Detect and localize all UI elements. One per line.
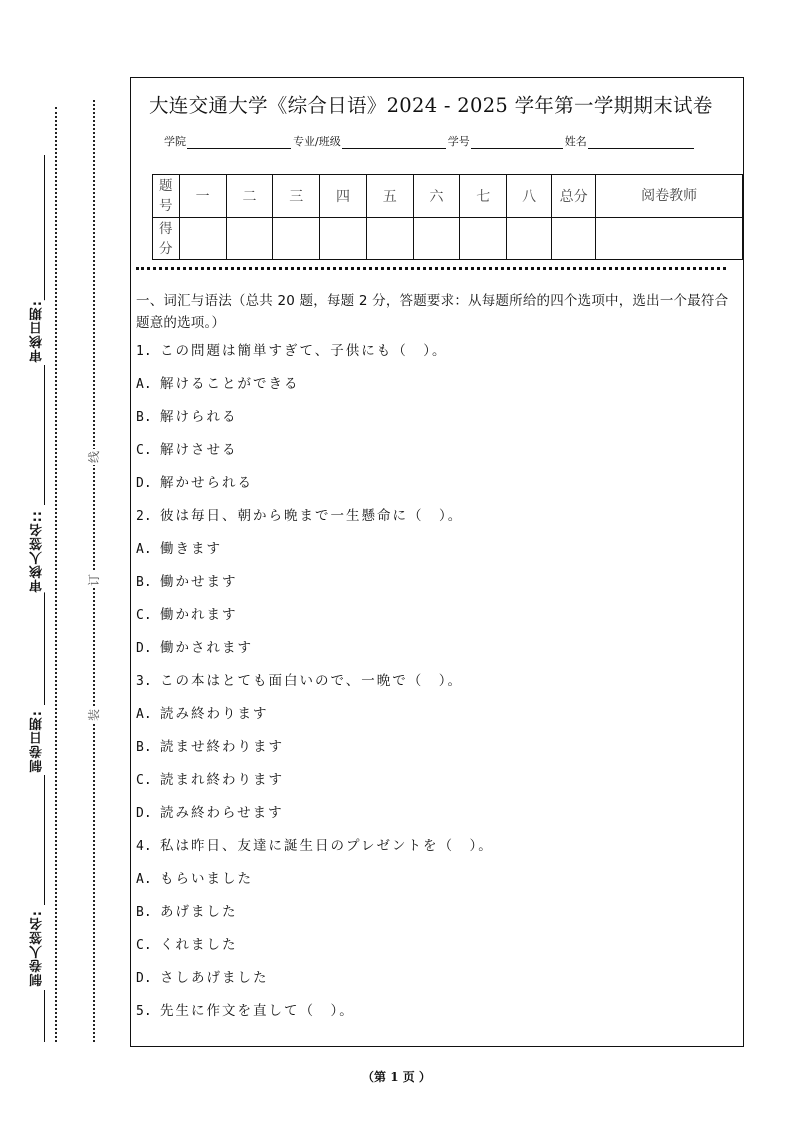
name-field[interactable] xyxy=(588,137,694,149)
option-key: C. xyxy=(136,938,152,953)
preparer-signature-line-tail xyxy=(44,990,45,1042)
option-4d[interactable] xyxy=(136,969,736,1002)
preparer-signature-line xyxy=(44,775,45,905)
score-cell-grader[interactable] xyxy=(596,218,743,260)
score-cell-6[interactable] xyxy=(413,218,459,260)
question-5 xyxy=(136,1002,736,1035)
score-col-6: 六 xyxy=(413,175,459,218)
option-key: C. xyxy=(136,608,152,623)
question-4 xyxy=(136,837,736,870)
option-key: C. xyxy=(136,443,152,458)
score-col-grader: 阅卷教师 xyxy=(596,175,743,218)
question-number: 2. xyxy=(136,509,152,524)
option-2d[interactable] xyxy=(136,639,736,672)
option-key: B. xyxy=(136,410,152,425)
score-table xyxy=(152,174,743,260)
option-4c[interactable] xyxy=(136,936,736,969)
binding-char-bind: 订 xyxy=(87,574,101,587)
option-key: B. xyxy=(136,905,152,920)
option-key: B. xyxy=(136,575,152,590)
major-class-field[interactable] xyxy=(342,137,446,149)
score-col-1: 一 xyxy=(179,175,226,218)
question-1 xyxy=(136,342,736,375)
binding-char-mount: 装 xyxy=(87,709,101,722)
score-cell-5[interactable] xyxy=(366,218,413,260)
option-2c[interactable] xyxy=(136,606,736,639)
option-2a[interactable] xyxy=(136,540,736,573)
reviewer-signature-line xyxy=(44,365,45,505)
question-number: 3. xyxy=(136,674,152,689)
dotted-separator xyxy=(136,267,726,270)
question-2 xyxy=(136,507,736,540)
option-1b[interactable] xyxy=(136,408,736,441)
review-date-label: 审核日期: xyxy=(28,300,48,362)
name-label: 姓名 xyxy=(564,135,587,148)
score-cell-4[interactable] xyxy=(320,218,366,260)
review-date-line xyxy=(44,155,45,302)
score-cell-3[interactable] xyxy=(273,218,320,260)
score-col-5: 五 xyxy=(366,175,413,218)
score-cell-7[interactable] xyxy=(460,218,507,260)
student-info-row xyxy=(164,133,696,149)
major-class-label: 专业/班级 xyxy=(293,135,341,148)
option-key: A. xyxy=(136,377,152,392)
option-3c[interactable] xyxy=(136,771,736,804)
score-cell-2[interactable] xyxy=(226,218,272,260)
score-table-score-row xyxy=(153,218,743,260)
option-key: D. xyxy=(136,806,152,821)
option-3a[interactable] xyxy=(136,705,736,738)
section-vocab-grammar xyxy=(136,290,736,1035)
option-text: 働かされます xyxy=(160,640,253,656)
preparer-signature-label: 制卷人签名: xyxy=(28,910,48,986)
option-text: 解けさせる xyxy=(160,442,238,458)
option-text: くれました xyxy=(160,937,238,953)
option-key: C. xyxy=(136,773,152,788)
option-2b[interactable] xyxy=(136,573,736,606)
page-number: （第 1 页 ） xyxy=(362,1070,431,1084)
option-text: 読ませ終わります xyxy=(160,739,284,755)
option-key: A. xyxy=(136,707,152,722)
binding-dotted-line-outer xyxy=(55,107,57,1042)
option-text: さしあげました xyxy=(160,970,269,986)
option-key: D. xyxy=(136,641,152,656)
option-text: 働きます xyxy=(160,541,222,557)
option-text: 解けることができる xyxy=(160,376,300,392)
binding-char-line: 线 xyxy=(87,451,101,464)
option-key: A. xyxy=(136,542,152,557)
score-cell-1[interactable] xyxy=(179,218,226,260)
score-table-header-row xyxy=(153,175,743,218)
score-col-total: 总分 xyxy=(551,175,596,218)
option-4b[interactable] xyxy=(136,903,736,936)
college-label: 学院 xyxy=(164,135,186,148)
option-text: もらいました xyxy=(160,871,253,887)
question-text: この本はとても面白いので、一晩で（ ）。 xyxy=(160,673,463,689)
option-text: 読まれ終わります xyxy=(160,772,284,788)
option-4a[interactable] xyxy=(136,870,736,903)
option-text: 解けられる xyxy=(160,409,238,425)
score-col-8: 八 xyxy=(507,175,552,218)
option-text: 働かれます xyxy=(160,607,238,623)
exam-page-frame xyxy=(130,77,744,1047)
option-text: 解かせられる xyxy=(160,475,253,491)
option-3d[interactable] xyxy=(136,804,736,837)
question-number: 5. xyxy=(136,1004,152,1019)
prepare-date-line xyxy=(44,580,45,705)
question-3 xyxy=(136,672,736,705)
option-1c[interactable] xyxy=(136,441,736,474)
option-3b[interactable] xyxy=(136,738,736,771)
reviewer-signature-label: 审核人签名:: xyxy=(28,510,48,592)
option-text: 働かせます xyxy=(160,574,238,590)
student-id-field[interactable] xyxy=(471,137,563,149)
score-cell-total[interactable] xyxy=(551,218,596,260)
question-text: 彼は毎日、朝から晩まで一生懸命に（ ）。 xyxy=(160,508,464,524)
student-id-label: 学号 xyxy=(447,135,470,148)
question-text: 先生に作文を直して（ ）。 xyxy=(160,1003,355,1019)
score-col-2: 二 xyxy=(226,175,272,218)
exam-title: 大连交通大学《综合日语》2024 - 2025 学年第一学期期末试卷 xyxy=(149,94,713,117)
question-text: この問題は簡単すぎて、子供にも（ ）。 xyxy=(160,343,448,359)
score-col-7: 七 xyxy=(460,175,507,218)
option-1a[interactable] xyxy=(136,375,736,408)
score-cell-8[interactable] xyxy=(507,218,552,260)
option-key: D. xyxy=(136,971,152,986)
question-number-label: 题号 xyxy=(153,175,180,218)
question-text: 私は昨日、友達に誕生日のプレゼントを（ ）。 xyxy=(160,838,494,854)
college-field[interactable] xyxy=(187,137,291,149)
question-number: 4. xyxy=(136,839,152,854)
option-key: D. xyxy=(136,476,152,491)
option-text: 読み終わらせます xyxy=(160,805,284,821)
option-1d[interactable] xyxy=(136,474,736,507)
binding-dotted-line-inner xyxy=(93,100,95,1042)
option-key: B. xyxy=(136,740,152,755)
option-text: あげました xyxy=(160,904,238,920)
score-label: 得分 xyxy=(153,218,180,260)
section-title: 一、词汇与语法（总共 20 题，每题 2 分，答题要求：从每题所给的四个选项中，选出一个最符合题意的选项。） xyxy=(136,293,729,331)
score-col-3: 三 xyxy=(273,175,320,218)
option-key: A. xyxy=(136,872,152,887)
question-number: 1. xyxy=(136,344,152,359)
score-col-4: 四 xyxy=(320,175,366,218)
prepare-date-label: 制卷日期: xyxy=(28,710,48,772)
option-text: 読み終わります xyxy=(160,706,269,722)
